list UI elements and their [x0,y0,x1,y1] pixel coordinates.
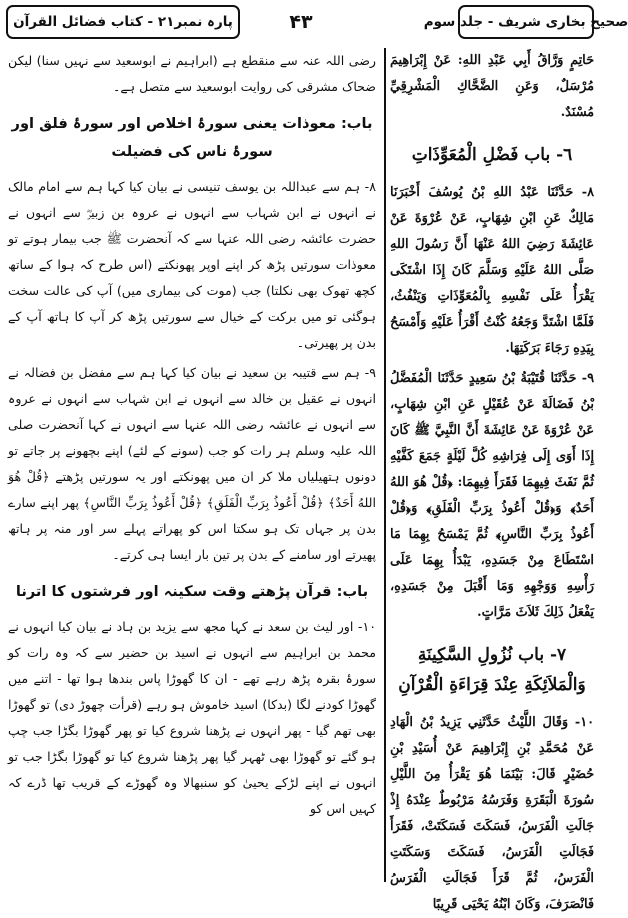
page-header [6,3,628,43]
book-title: صحیح بخاری شریف - جلد سوم [423,14,628,30]
urdu-hadith-8: ۸- ہم سے عبداللہ بن یوسف تنیسی نے بیان کیا کہا ہم سے امام مالک نے انہوں نے ابن شہاب سے انہوں نے عروہ بن زبیرؓ سے انہوں نے حضرت عائشہ رضی اللہ عنہا سے کہ آنحضرت ﷺ جب بیمار ہوتے تو معوذات سورتیں پڑھ کر اپنے اوپر پھونکتے (اس طرح کہ ہوا کے ساتھ کچھ تھوک بھی نکلتا) جب (موت کی بیماری میں) آپ کی عالت سخت ہوگئی تو میں برکت کے خیال سے سورتیں پڑھ کر آپ کا ہاتھ آپ کے بدن پر پھیرتی۔ [8,179,376,350]
urdu-hadith-10: ۱۰- اور لیث بن سعد نے کہا مجھ سے یزید بن ہاد نے بیان کیا انہوں نے محمد بن ابراہیم سے انہوں نے اسید بن حضیر سے کہ وہ رات کو سورۂ بقرہ پڑھ رہے تھے - ان کا گھوڑا پاس بندھا ہوا تھا - اتنے میں گھوڑا کودنے لگا (بدکا) اسید خاموش ہو رہے (قرأت چھوڑ دی) تو گھوڑا بھی تھم گیا - پھر انہوں نے پڑھنا شروع کیا تو پھر گھوڑا بگڑا جب چپ ہو گئے تو گھوڑا بھی ٹھہر گیا پھر پڑھنا شروع کیا تو گھوڑا بگڑا جب تو انہوں نے اپنے لڑکے یحییٰ کو سنبھالا وہ گھوڑے کے قریب تھا ڈرے کہ کہیں اس کو [8,619,376,816]
section-label: پارہ نمبر۲۱ - کتاب فضائل القرآن [13,14,233,30]
urdu-chapter-6-heading: باب: معوذات یعنی سورۂ اخلاص اور سورۂ فلق اور سورۂ ناس کی فضیلت [11,115,373,160]
arabic-column [390,48,594,912]
arabic-hadith-10: ١٠- وَقَالَ اللَّيْثُ حَدَّثَنِي يَزِيدُ بْنُ الْهَادِ عَنْ مُحَمَّدِ بْنِ إِبْرَاهِيمَ عَنْ أُسَيْدِ بْنِ حُضَيْرٍ قَالَ: بَيْنَمَا هُوَ يَقْرَأُ مِنَ اللَّيْلِ سُورَةَ الْبَقَرَةِ وَفَرَسُهُ مَرْبُوطٌ عِنْدَهُ إِذْ جَالَتِ الْفَرَسُ، فَسَكَتَ فَسَكَتَتْ، فَقَرَأَ فَجَالَتِ الْفَرَسُ، فَسَكَتَ وَسَكَتَتِ الْفَرَسُ، ثُمَّ قَرَأَ فَجَالَتِ الْفَرَسُ فَانْصَرَفَ، وَكَانَ ابْنُهُ يَحْيَى قَرِيبًا [390,715,594,912]
urdu-column [8,48,376,882]
urdu-chapter-7-heading: باب: قرآن پڑھتے وقت سکینہ اور فرشتوں کا اترنا [15,583,369,600]
urdu-intro: رضی اللہ عنہ سے منقطع ہے (ابراہیم نے ابوسعید سے نہیں سنا) لیکن ضحاک مشرقی کی روایت ابوسعید سے متصل ہے۔ [8,53,376,94]
urdu-hadith-9: ۹- ہم سے قتیبہ بن سعید نے بیان کیا کہا ہم سے مفضل بن فضالہ نے انہوں نے عقیل بن خالد سے انہوں نے ابن شہاب سے انہوں نے عروہ سے انہوں نے عائشہ رضی اللہ عنہا سے انہوں نے کہا آنحضرت صلی اللہ علیہ وسلم ہر رات کو جب (سونے کے لئے) اپنے بچھونے پر جاتے تو دونوں ہتھیلیاں ملا کر ان میں پھونکتے اور یہ سورتیں پڑھتے ﴿قُلْ هُوَ اللهُ أَحَدٌ﴾ ﴿قُلْ أَعُوذُ بِرَبِّ الْفَلَقِ﴾ ﴿قُلْ أَعُوذُ بِرَبِّ النَّاسِ﴾ پھر اپنے سارے بدن پر جہاں تک ہو سکتا اس کو پھراتے پہلے سر اور منہ پر ہاتھ پھیرتے اور سامنے کے بدن پر تین بار ایسا ہی کرتے۔ [8,365,376,562]
arabic-hadith-8: ٨- حَدَّثَنَا عَبْدُ اللهِ بْنُ يُوسُفَ أَخْبَرَنَا مَالِكٌ عَنِ ابْنِ شِهَابٍ، عَنْ عُرْوَةَ عَنْ عَائِشَةَ رَضِيَ اللهُ عَنْهَا أَنَّ رَسُولَ اللهِ صَلَّى اللهُ عَلَيْهِ وَسَلَّمَ كَانَ إِذَا اشْتَكَى يَقْرَأُ عَلَى نَفْسِهِ بِالْمُعَوِّذَاتِ وَيَنْفُثُ، فَلَمَّا اشْتَدَّ وَجَعُهُ كُنْتُ أَقْرَأُ عَلَيْهِ وَأَمْسَحُ بِيَدِهِ رَجَاءَ بَرَكَتِهَا. [390,185,594,356]
book-title-box [423,5,628,39]
page-number: ۴۳ [289,11,313,33]
arabic-chapter-7-heading: ٧- باب نُزُولِ السَّكِينَةِ وَالْمَلاَئِكَةِ عِنْدَ قِرَاءَةِ الْقُرْآنِ [398,645,586,695]
section-label-box [6,5,240,39]
arabic-intro: حَاتِمٍ وَرَّاقُ أَبِي عَبْدِ اللهِ: عَنْ إِبْرَاهِيمَ مُرْسَلٌ، وَعَنِ الضَّحَّاكِ الْمَشْرِقِيِّ مُسْنَدٌ. [390,53,594,120]
column-divider [384,48,386,882]
arabic-chapter-6-heading: ٦- باب فَضْلِ الْمُعَوِّذَاتِ [411,145,573,165]
arabic-hadith-9: ٩- حَدَّثَنَا قُتَيْبَةُ بْنُ سَعِيدٍ حَدَّثَنَا الْمُفَضَّلُ بْنُ فَضَالَةَ عَنْ عُقَيْلٍ عَنِ ابْنِ شِهَابٍ، عَنْ عُرْوَةَ عَنْ عَائِشَةَ أَنَّ النَّبِيَّ ﷺ كَانَ إِذَا أَوَى إِلَى فِرَاشِهِ كُلَّ لَيْلَةٍ جَمَعَ كَفَّيْهِ ثُمَّ نَفَثَ فِيهِمَا فَقَرَأَ فِيهِمَا: ﴿قُلْ هُوَ اللهُ أَحَدٌ﴾ وَ﴿قُلْ أَعُوذُ بِرَبِّ الْفَلَقِ﴾ وَ﴿قُلْ أَعُوذُ بِرَبِّ النَّاسِ﴾ ثُمَّ يَمْسَحُ بِهِمَا مَا اسْتَطَاعَ مِنْ جَسَدِهِ، يَبْدَأُ بِهِمَا عَلَى رَأْسِهِ وَوَجْهِهِ وَمَا أَقْبَلَ مِنْ جَسَدِهِ، يَفْعَلُ ذَلِكَ ثَلاَثَ مَرَّاتٍ. [390,371,594,620]
